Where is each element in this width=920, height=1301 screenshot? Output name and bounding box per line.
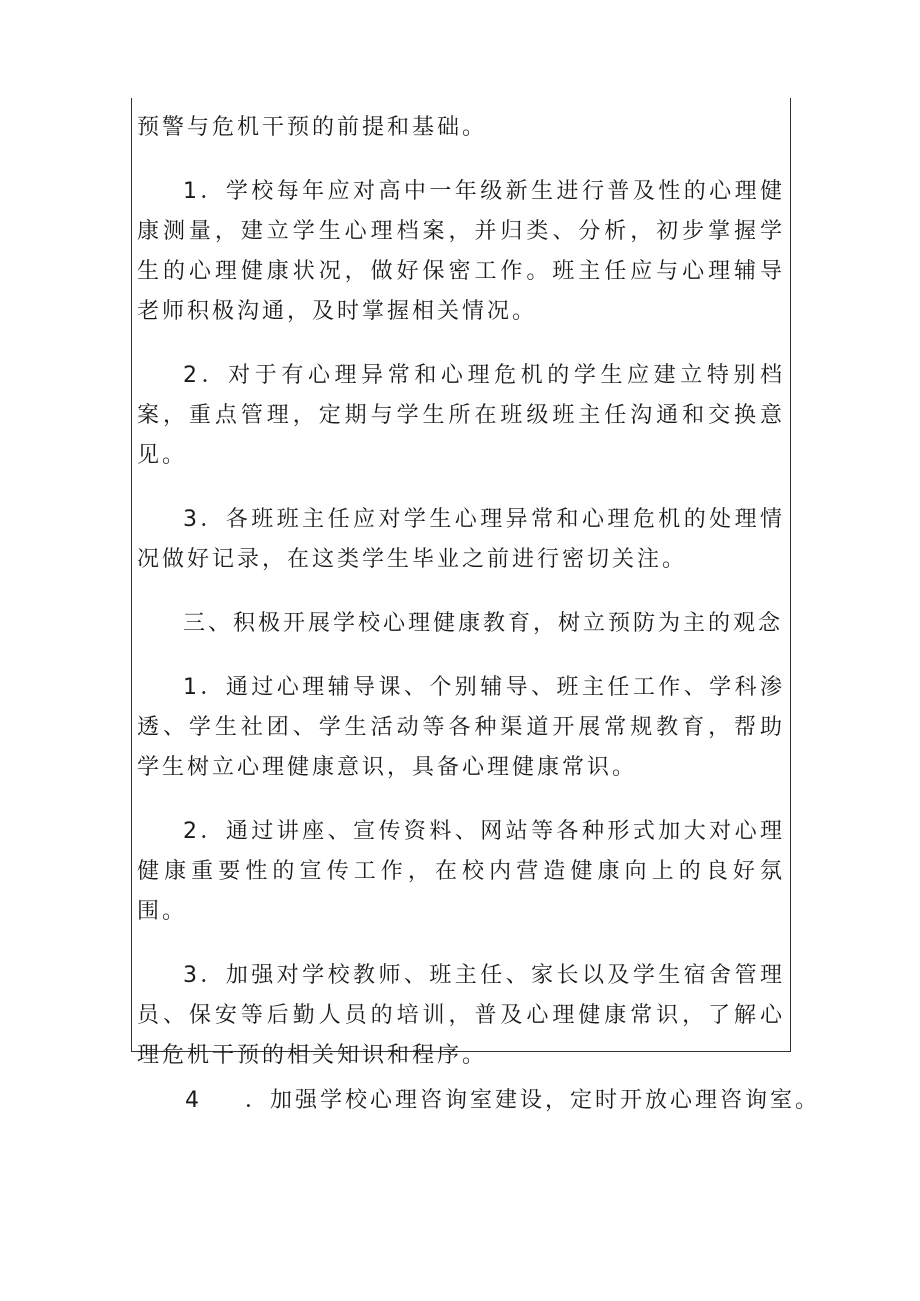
paragraph-item-1: 1．学校每年应对高中一年级新生进行普及性的心理健康测量，建立学生心理档案，并归类、分析，初步掌握学生的心理健康状况，做好保密工作。班主任应与心理辅导老师积极沟通，及时掌握相关情况。 — [137, 179, 785, 324]
paragraph-item-2: 2．对于有心理异常和心理危机的学生应建立特别档案，重点管理，定期与学生所在班级班主任沟通和交换意见。 — [137, 363, 785, 468]
paragraph-section3-item-2: 2．通过讲座、宣传资料、网站等各种形式加大对心理健康重要性的宣传工作，在校内营造健康向上的良好氛围。 — [137, 819, 785, 924]
paragraph-section3-item-3: 3．加强对学校教师、班主任、家长以及学生宿舍管理员、保安等后勤人员的培训，普及心理健康常识，了解心理危机干预的相关知识和程序。 — [137, 963, 785, 1068]
paragraph-continuation: 预警与危机干预的前提和基础。 — [137, 115, 488, 140]
item-number: 4 — [185, 1088, 202, 1113]
paragraph-section3-item-4 — [185, 1081, 820, 1121]
paragraph-section3-item-1: 1．通过心理辅导课、个别辅导、班主任工作、学科渗透、学生社团、学生活动等各种渠道开展常规教育，帮助学生树立心理健康意识，具备心理健康常识。 — [137, 675, 785, 780]
paragraph-item-3: 3．各班班主任应对学生心理异常和心理危机的处理情况做好记录，在这类学生毕业之前进行密切关注。 — [137, 507, 785, 572]
item-text: ．加强学校心理咨询室建设，定时开放心理咨询室。 — [245, 1088, 821, 1113]
document-body — [137, 108, 785, 1076]
section-heading-3: 三、积极开展学校心理健康教育，树立预防为主的观念 — [183, 611, 784, 636]
